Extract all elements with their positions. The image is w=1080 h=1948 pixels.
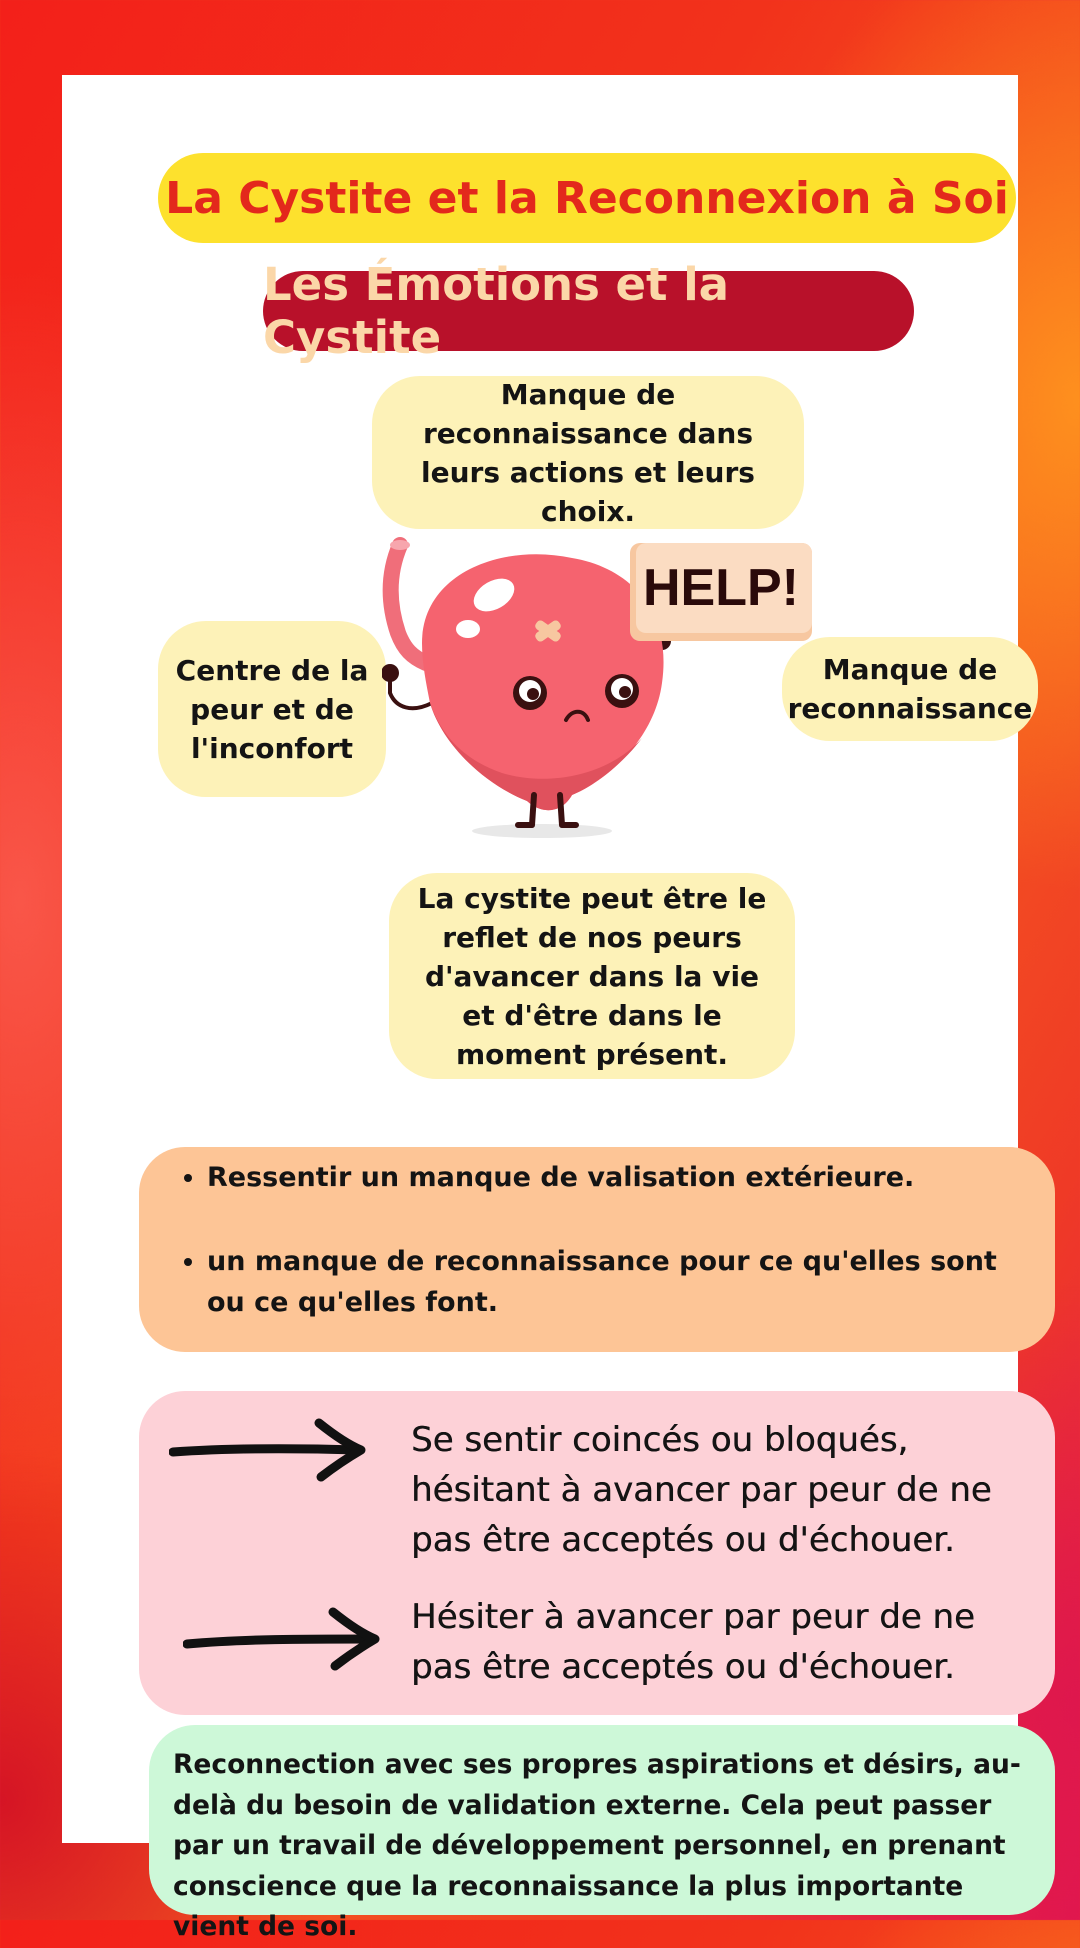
arrow-point-text: Hésiter à avancer par peur de ne pas être acceptés ou d'échouer. [411, 1597, 975, 1687]
emotion-bubble-left-text: Centre de la peur et de l'inconfort [175, 653, 369, 765]
reconnection-text: Reconnection avec ses propres aspirations et désirs, au-delà du besoin de validation externe. Cela peut passer par un travail de développement personnel, en prenant conscience que la reconnaissance la plus importante vient de soi. [173, 1749, 1021, 1942]
reconnection-box [149, 1725, 1055, 1942]
emotion-bubble-top [372, 376, 804, 529]
emotion-bubble-bottom-text: La cystite peut être le reflet de nos peurs d'avancer dans la vie et d'être dans le moment présent. [417, 881, 767, 1071]
page-title-text: La Cystite et la Reconnexion à Soi [165, 172, 1009, 224]
infographic-panel [62, 75, 1033, 1942]
emotion-bubble-bottom [389, 873, 795, 1079]
bullet-list [139, 1147, 1055, 1323]
section-subtitle [263, 258, 914, 364]
section-subtitle-text: Les Émotions et la Cystite [263, 258, 730, 364]
emotion-bubble-left [158, 621, 386, 797]
arrow-right-icon [183, 1604, 383, 1674]
emotion-bubble-top-text: Manque de reconnaissance dans leurs actions et leurs choix. [421, 377, 755, 528]
bullet-list-box [139, 1147, 1055, 1352]
arrow-point-text: Se sentir coincés ou bloqués, hésitant à avancer par peur de ne pas être acceptés ou d'échouer. [411, 1420, 992, 1560]
help-sign-text: HELP! [643, 559, 799, 617]
bullet-item: • un manque de reconnaissance pour ce qu'elles sont ou ce qu'elles font. [207, 1241, 1025, 1323]
bladder-character-icon [382, 533, 822, 843]
emotion-bubble-right-text: Manque de reconnaissance [787, 653, 1033, 725]
arrow-right-icon [169, 1415, 369, 1485]
bullet-item: • Ressentir un manque de valisation extérieure. [207, 1157, 1025, 1198]
arrow-points-box [139, 1391, 1055, 1715]
page-title [158, 153, 1016, 243]
